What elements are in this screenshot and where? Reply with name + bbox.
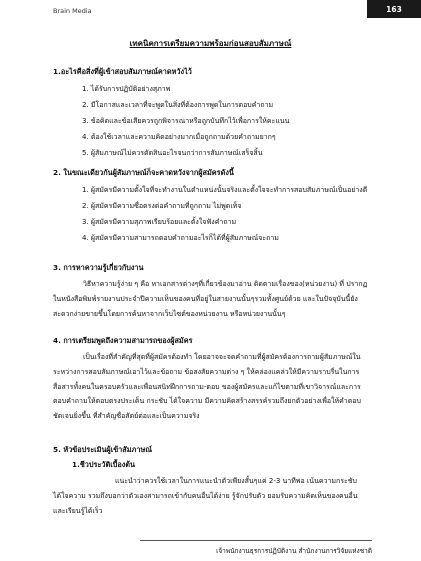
section-heading-1: 1.อะไรคือสิ่งที่ผู้เข้าสอบสัมภาษณ์คาดหวังไว้	[53, 67, 192, 76]
page-number: 163	[386, 4, 402, 14]
page-footer: เจ้าพนักงานธุรการปฏิบัติงาน สำนักงานการวิจัยแห่งชาติ	[216, 547, 372, 555]
list-item: 5. ผู้สัมภาษณ์ไม่ควรตัดสินอะไรจนกว่าการสัมภาษณ์เสร็จสิ้น	[82, 149, 263, 157]
list-item: 3. ข้อคิดและข้อเสียควรถูกพิจารณาหรือถูกบันทึกไว้เพื่อการให้คะแนน	[82, 117, 290, 125]
paragraph-text: เป็นเรื่องที่สำคัญที่สุดที่ผู้สมัครต้องทำ โดยอาจจะจดคำถามที่ผู้สมัครต้องการถามผู้สัมภาษณ์ในระหว่างการสอบสัมภาษณ์เอาไว้และข้อถาม ข้อสงสัยความต่าง ๆ ให้คล่องแคล่วให้มีความราบรื่นในการสื่อสารทั้งคนในครอบครัวและเพื่อนสนิทฝึกการถาม-ตอบ ของผู้สมัครและแก้ไขตามที่เขาวิจารณ์และการตอบคำถามให้ตอบตรงประเด็น กระชับ ได้ใจความ มีความคิดสร้างสรรค์รวมถึงยกตัวอย่างเพื่อให้คำตอบชัดเจนยิ่งขึ้น ที่สำคัญซื่อสัตย์ต่อและเป็นความจริง	[53, 353, 361, 421]
list-item: 1. ได้รับการปฏิบัติอย่างสุภาพ	[82, 85, 171, 93]
section-heading-3: 3. การหาความรู้เกี่ยวกับงาน	[53, 263, 144, 272]
section-subheading: 1.ชีวประวัติเบื้องต้น	[72, 460, 136, 469]
page-number-badge	[367, 0, 421, 18]
list-item: 2. มีโอกาสและเวลาที่จะพูดในสิ่งที่ต้องการพูดในการตอบคำถาม	[82, 101, 274, 109]
list-item: 2. ผู้สมัครมีความซื่อตรงต่อคำถามที่ถูกถาม ไม่พูดเท็จ	[82, 202, 242, 210]
section-paragraph-4	[53, 350, 371, 424]
section-paragraph-5	[53, 474, 371, 518]
section-paragraph-3	[53, 277, 371, 321]
paragraph-text: แนะนำว่าควรใช้เวลาในการแนะนำตัวเพียงสั้นๆแค่ 2-3 นาทีพอ เน้นความกระชับได้ใจความ รวมถึงบอกว่าตัวเองสามารถเข้ากับคนอื่นได้ง่าย รู้จักปรับตัว ยอมรับความคิดเห็นของคนอื่น และเรียนรู้ได้เร็ว	[53, 477, 358, 515]
list-item: 4. ต้องใช้เวลาและความคิดอย่างมากเมื่อถูกถามด้วยคำถามยากๆ	[82, 133, 276, 141]
page-title: เทคนิคการเตรียมความพร้อมก่อนสอบสัมภาษณ์	[129, 39, 292, 48]
paragraph-text: วิธีหาความรู้ง่าย ๆ คือ หาเอกสารต่างๆที่เกี่ยวข้องมาอ่าน ติดตามเรื่องของ(หน่วยงาน) ที่ ปรากฏในหนังสือพิมพ์รายงานประจำปีความเห็นของคนที่อยู่ในสายงานนั้นๆรวมทั้งศูนย์ด้วย และในปัจจุบันนี้ยังสะดวกง่ายขายขึ้นโดยการค้นหาจากเว็บไซต์ของหน่วยงาน หรือหน่วยงานนั้นๆ	[53, 280, 368, 318]
list-item: 1. ผู้สมัครมีความตั้งใจที่จะทำงานในตำแหน่งนั้นจริงและตั้งใจจะทำการสอบสัมภาษณ์เป็นอย่างดี	[82, 186, 368, 194]
section-heading-2: 2. ในขณะเดียวกันผู้สัมภาษณ์ก็จะคาดหวังจากผู้สมัครดังนี้	[53, 168, 234, 177]
list-item: 3. ผู้สมัครมีความสุภาพเรียบร้อยและตั้งใจฟังคำถาม	[82, 218, 237, 226]
section-heading-4: 4. การเตรียมพูดถึงความสามารถของผู้สมัคร	[53, 336, 193, 345]
footer-divider	[140, 540, 372, 541]
list-item: 4. ผู้สมัครมีความสามารถตอบคำถามอะไรก็ได้ที่ผู้สัมภาษณ์จะถาม	[82, 234, 279, 242]
brand-label: Brain Media	[53, 7, 92, 15]
section-heading-5: 5. หัวข้อประเมินผู้เข้าสัมภาษณ์	[53, 445, 153, 454]
